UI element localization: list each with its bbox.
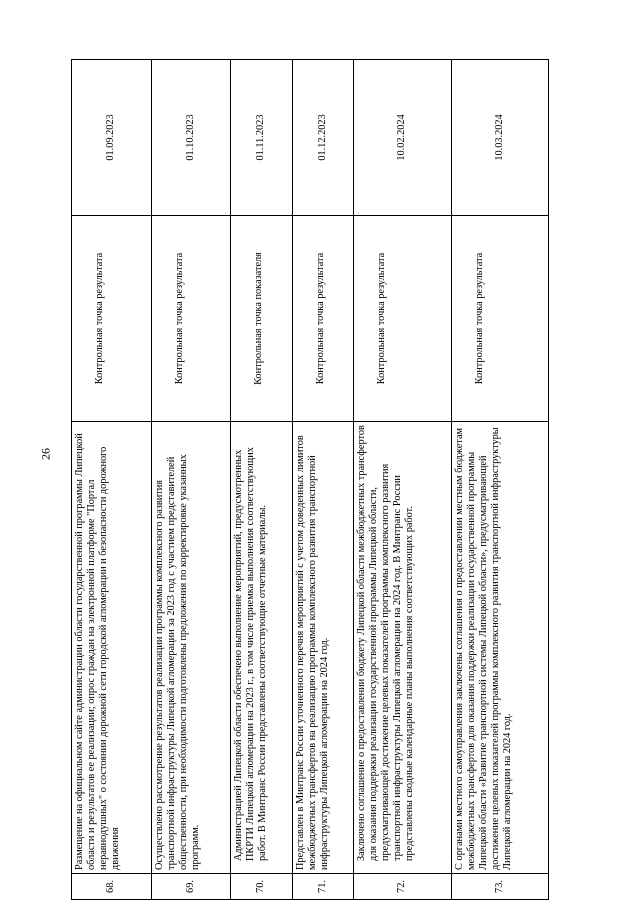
row-type: Контрольная точка результата [151, 216, 231, 422]
schedule-table-rotated [71, 60, 549, 900]
row-number: 71. [292, 874, 354, 900]
row-description: Администрацией Липецкой области обеспечено выполнение мероприятий, предусмотренных ПКРТИ Липецкой агломерации на 2023 г., в том числе приемка выполнения соответствующих работ. В Минтранс России представлены соответствующие отчетные материалы. [231, 422, 293, 874]
page-number-text: 26 [38, 448, 53, 460]
row-type: Контрольная точка результата [72, 216, 152, 422]
table-row [354, 60, 452, 900]
row-number: 72. [354, 874, 452, 900]
row-type: Контрольная точка показателя [231, 216, 293, 422]
row-description: Размещение на официальном сайте администрации области государственной программы Липецкой области и результатов ее реализации; опрос граждан на электронной платформе "Портал неравнодушных" о состоянии дорожной сети городской агломерации и безопасности дорожного движения [72, 422, 152, 874]
row-number: 73. [451, 874, 549, 900]
table-row [231, 60, 293, 900]
row-number: 69. [151, 874, 231, 900]
table-row [451, 60, 549, 900]
row-description: Осуществлено рассмотрение результатов реализации программы комплексного развития транспортной инфраструктуры Липецкой агломерации за 2023 год с участием представителей общественности, при необходимости подготовлены предложения по корректировке указанных программ. [151, 422, 231, 874]
schedule-table-container [71, 60, 549, 900]
row-description: С органами местного самоуправления заключены соглашения о предоставлении местным бюджетам межбюджетных трансфертов для оказания поддержки реализации государственной программы Липецкой области «Развитие транспортной системы Липецкой области», предусматривающей достижение целевых показателей программы комплексного развития транспортной инфраструктуры Липецкой агломерации на 2024 год. [451, 422, 549, 874]
row-date: 10.03.2024 [451, 60, 549, 216]
row-description: Заключено соглашение о предоставлении бюджету Липецкой области межбюджетных трансфертов для оказания поддержки реализации государственной программы Липецкой области, предусматривающей достижение целевых показателей программы комплексного развития транспортной инфраструктуры Липецкой агломерации на 2024 год. В Минтранс России представлены сводные календарные планы выполнения соответствующих работ. [354, 422, 452, 874]
row-number: 68. [72, 874, 152, 900]
table-row [151, 60, 231, 900]
row-number: 70. [231, 874, 293, 900]
row-date: 01.10.2023 [151, 60, 231, 216]
page-number [40, 444, 52, 464]
row-type: Контрольная точка результата [292, 216, 354, 422]
table-row [292, 60, 354, 900]
row-description: Представлен в Минтранс России уточненного перечня мероприятий с учетом доведенных лимитов межбюджетных трансфертов на реализацию программы комплексного развития транспортной инфраструктуры Липецкой агломерации на 2024 год. [292, 422, 354, 874]
table-row [72, 60, 152, 900]
row-type: Контрольная точка результата [451, 216, 549, 422]
row-date: 01.11.2023 [231, 60, 293, 216]
row-date: 10.02.2024 [354, 60, 452, 216]
schedule-table [71, 59, 549, 900]
row-date: 01.09.2023 [72, 60, 152, 216]
row-date: 01.12.2023 [292, 60, 354, 216]
row-type: Контрольная точка результата [354, 216, 452, 422]
